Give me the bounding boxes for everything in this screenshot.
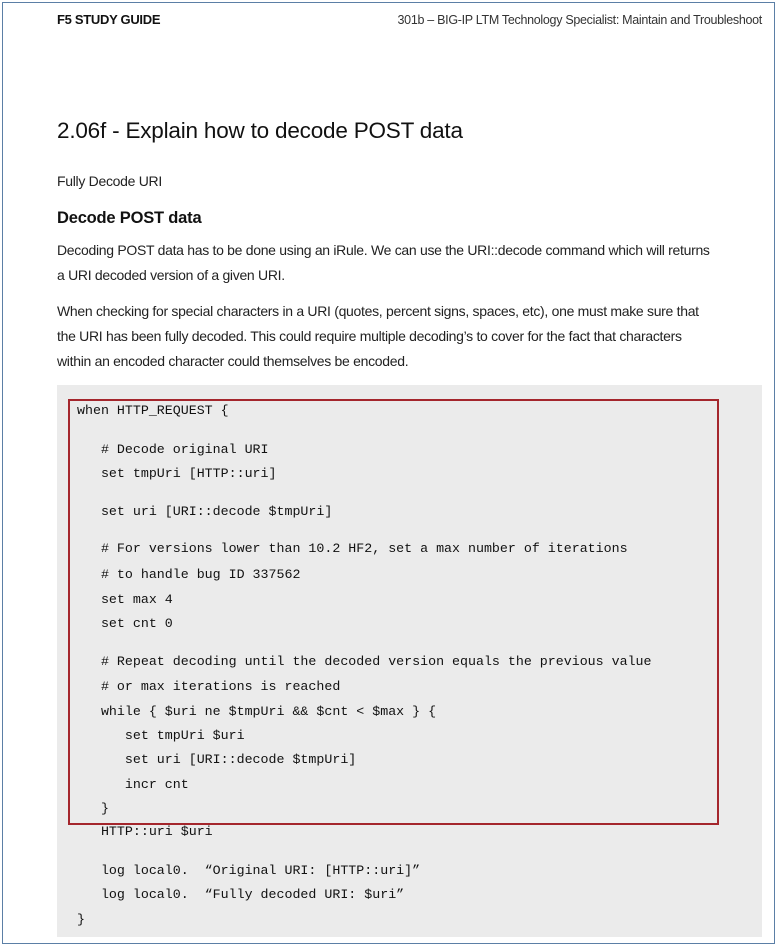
- subheading: Fully Decode URI: [57, 173, 162, 189]
- header-right: 301b – BIG-IP LTM Technology Specialist: Maintain and Troubleshoot: [397, 13, 762, 27]
- code-line: # Repeat decoding until the decoded version equals the previous value: [77, 654, 652, 669]
- code-line: incr cnt: [77, 777, 189, 792]
- code-line: log local0. “Original URI: [HTTP::uri]”: [77, 863, 421, 878]
- paragraph-line: within an encoded character could themselves be encoded.: [57, 353, 409, 369]
- code-line: while { $uri ne $tmpUri && $cnt < $max } {: [77, 704, 437, 719]
- code-line: log local0. “Fully decoded URI: $uri”: [77, 887, 405, 902]
- code-highlight-frame: [68, 399, 719, 825]
- code-line: set max 4: [77, 592, 173, 607]
- code-line: # For versions lower than 10.2 HF2, set a max number of iterations: [77, 541, 628, 556]
- code-line: set uri [URI::decode $tmpUri]: [77, 504, 333, 519]
- header-left: F5 STUDY GUIDE: [57, 12, 161, 27]
- section-heading: Decode POST data: [57, 209, 202, 227]
- code-line: set tmpUri $uri: [77, 728, 245, 743]
- page-title: 2.06f - Explain how to decode POST data: [57, 118, 463, 143]
- code-line: # or max iterations is reached: [77, 679, 341, 694]
- code-line: set tmpUri [HTTP::uri]: [77, 466, 277, 481]
- code-line: set cnt 0: [77, 616, 173, 631]
- code-line: # to handle bug ID 337562: [77, 567, 301, 582]
- paragraph-line: the URI has been fully decoded. This could require multiple decoding’s to cover for the fact that characters: [57, 328, 682, 344]
- paragraph-line: When checking for special characters in a URI (quotes, percent signs, spaces, etc), one must make sure that: [57, 303, 699, 319]
- paragraph-1: [57, 238, 757, 288]
- paragraph-line: a URI decoded version of a given URI.: [57, 267, 285, 283]
- paragraph-2: [57, 299, 757, 374]
- paragraph-line: Decoding POST data has to be done using an iRule. We can use the URI::decode command which will returns: [57, 242, 710, 258]
- code-line: set uri [URI::decode $tmpUri]: [77, 752, 357, 767]
- code-line: when HTTP_REQUEST {: [77, 403, 229, 418]
- code-line: }: [77, 912, 85, 927]
- code-line: }: [77, 801, 109, 816]
- code-line: # Decode original URI: [77, 442, 269, 457]
- code-line: HTTP::uri $uri: [77, 824, 213, 839]
